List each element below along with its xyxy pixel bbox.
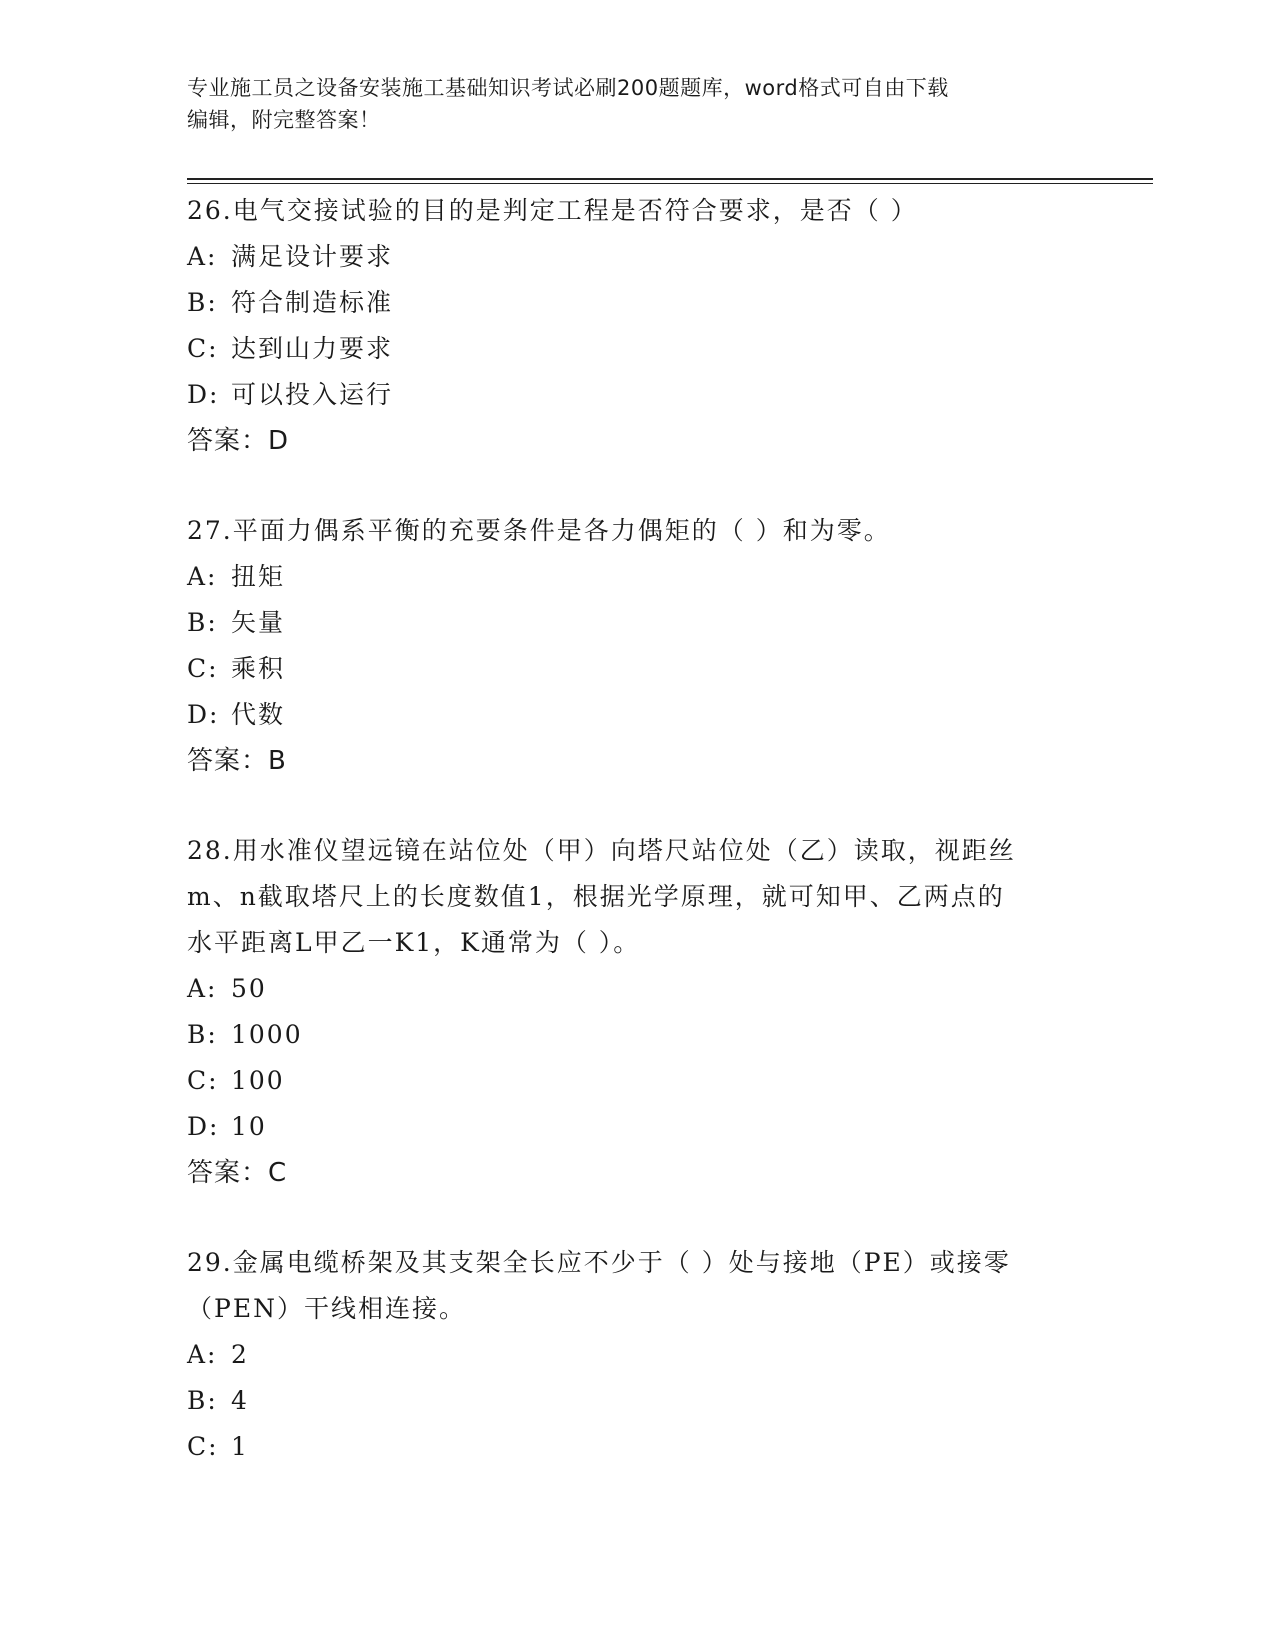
option-key: A: <box>187 1340 218 1369</box>
option-key: B: <box>187 1386 218 1415</box>
option-a <box>187 966 1087 1012</box>
option-c <box>187 646 1087 692</box>
option-b <box>187 1378 1087 1424</box>
option-text: 50 <box>231 974 267 1003</box>
question-text-line: 水平距离L甲乙一K1，K通常为（ ）。 <box>187 928 641 957</box>
option-text: 代数 <box>231 700 286 729</box>
option-d <box>187 692 1087 738</box>
question-text-line: 28.用水准仪望远镜在站位处（甲）向塔尺站位处（乙）读取，视距丝 <box>187 836 1016 865</box>
question-text-line: （PEN）干线相连接。 <box>187 1294 466 1323</box>
option-key: D: <box>187 1112 220 1141</box>
option-text: 满足设计要求 <box>231 242 394 271</box>
answer: 答案：D <box>187 426 290 456</box>
question-list <box>187 188 1087 1470</box>
option-b <box>187 600 1087 646</box>
option-text: 100 <box>231 1066 285 1095</box>
option-key: D: <box>187 700 220 729</box>
question-text: 27.平面力偶系平衡的充要条件是各力偶矩的（ ）和为零。 <box>187 516 891 545</box>
option-b <box>187 280 1087 326</box>
option-key: B: <box>187 608 218 637</box>
option-key: A: <box>187 562 218 591</box>
option-key: C: <box>187 334 219 363</box>
option-c <box>187 1424 1087 1470</box>
option-key: C: <box>187 1432 219 1461</box>
option-c <box>187 1058 1087 1104</box>
option-key: C: <box>187 1066 219 1095</box>
option-b <box>187 1012 1087 1058</box>
document-header <box>187 72 1067 136</box>
option-key: A: <box>187 974 218 1003</box>
option-text: 可以投入运行 <box>231 380 394 409</box>
header-title-line-2: 编辑，附完整答案！ <box>187 108 381 132</box>
option-key: D: <box>187 380 220 409</box>
option-text: 扭矩 <box>231 562 286 591</box>
option-a <box>187 554 1087 600</box>
option-text: 达到山力要求 <box>231 334 394 363</box>
question-29 <box>187 1240 1087 1470</box>
question-text: 26.电气交接试验的目的是判定工程是否符合要求，是否（ ） <box>187 196 918 225</box>
option-text: 1000 <box>231 1020 303 1049</box>
answer: 答案：C <box>187 1158 288 1188</box>
option-a <box>187 1332 1087 1378</box>
question-27 <box>187 508 1087 784</box>
option-key: B: <box>187 1020 218 1049</box>
option-text: 1 <box>231 1432 249 1461</box>
option-key: A: <box>187 242 218 271</box>
option-text: 矢量 <box>231 608 286 637</box>
header-divider-thick <box>187 178 1153 180</box>
question-26 <box>187 188 1087 464</box>
option-text: 乘积 <box>231 654 286 683</box>
option-a <box>187 234 1087 280</box>
answer: 答案：B <box>187 746 287 776</box>
question-text-line: m、n截取塔尺上的长度数值1，根据光学原理，就可知甲、乙两点的 <box>187 882 1005 911</box>
question-text-line: 29.金属电缆桥架及其支架全长应不少于（ ）处与接地（PE）或接零 <box>187 1248 1011 1277</box>
option-text: 符合制造标准 <box>231 288 394 317</box>
option-c <box>187 326 1087 372</box>
header-divider-thin <box>187 183 1153 184</box>
option-d <box>187 1104 1087 1150</box>
header-title-line-1: 专业施工员之设备安装施工基础知识考试必刷200题题库，word格式可自由下载 <box>187 76 949 100</box>
option-key: C: <box>187 654 219 683</box>
option-text: 4 <box>231 1386 249 1415</box>
question-28 <box>187 828 1087 1196</box>
option-key: B: <box>187 288 218 317</box>
option-d <box>187 372 1087 418</box>
option-text: 10 <box>231 1112 267 1141</box>
option-text: 2 <box>231 1340 249 1369</box>
